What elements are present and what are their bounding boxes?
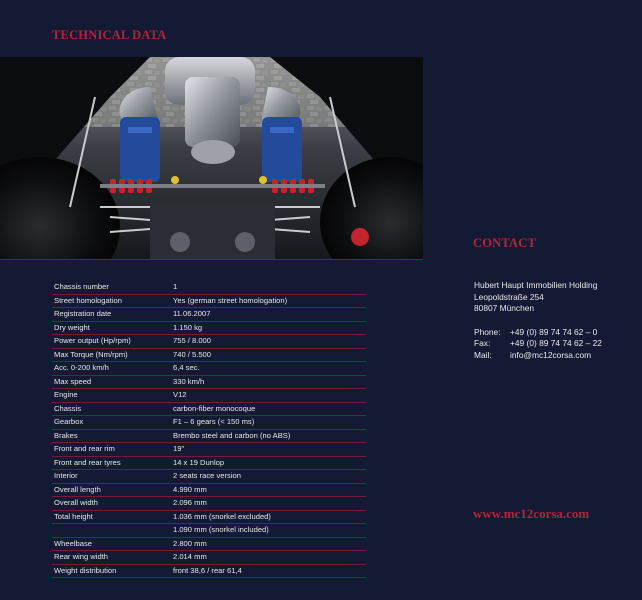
spec-row — [52, 281, 366, 294]
company-name: Hubert Haupt Immobilien Holding — [474, 280, 598, 290]
spec-value: front 38,6 / rear 61,4 — [173, 564, 366, 578]
spec-label: Acc. 0-200 km/h — [52, 362, 173, 376]
spec-label — [52, 524, 173, 538]
spec-row — [52, 429, 366, 443]
spec-row — [52, 308, 366, 322]
spec-label: Registration date — [52, 308, 173, 322]
fax-number: +49 (0) 89 74 74 62 – 22 — [510, 338, 602, 348]
spec-row — [52, 375, 366, 389]
spec-value: 1.036 mm (snorkel excluded) — [173, 510, 366, 524]
technical-data-heading: TECHNICAL DATA — [52, 28, 167, 42]
spec-value: 2.014 mm — [173, 551, 366, 565]
spec-label: Power output (Hp/rpm) — [52, 335, 173, 349]
spec-row — [52, 402, 366, 416]
spec-label: Overall width — [52, 497, 173, 511]
spec-label: Chassis — [52, 402, 173, 416]
mail-row — [474, 350, 602, 362]
spec-row — [52, 551, 366, 565]
fax-row — [474, 338, 602, 350]
spec-value: 2 seats race version — [173, 470, 366, 484]
street-address: Leopoldstraße 254 — [474, 291, 544, 302]
spec-value: 4.990 mm — [173, 483, 366, 497]
spec-label: Front and rear tyres — [52, 456, 173, 470]
spec-row — [52, 524, 366, 538]
spec-label: Max Torque (Nm/rpm) — [52, 348, 173, 362]
spec-row — [52, 416, 366, 430]
spec-label: Engine — [52, 389, 173, 403]
website-url[interactable]: www.mc12corsa.com — [473, 506, 590, 521]
spec-row — [52, 389, 366, 403]
photo-divider — [0, 259, 423, 260]
spec-value: 19" — [173, 443, 366, 457]
spec-value: 755 / 8.000 — [173, 335, 366, 349]
spec-label: Overall length — [52, 483, 173, 497]
spec-row — [52, 483, 366, 497]
spec-value: carbon-fiber monocoque — [173, 402, 366, 416]
mail-address[interactable]: info@mc12corsa.com — [510, 349, 592, 360]
spec-label: Max speed — [52, 375, 173, 389]
engine-photo — [0, 57, 423, 259]
contact-heading: CONTACT — [473, 236, 536, 250]
spec-row — [52, 443, 366, 457]
spec-label: Weight distribution — [52, 564, 173, 578]
spec-value: 11.06.2007 — [173, 308, 366, 322]
spec-row — [52, 294, 366, 308]
spec-value: 330 km/h — [173, 375, 366, 389]
spec-row — [52, 348, 366, 362]
spec-label: Interior — [52, 470, 173, 484]
spec-value: 740 / 5.500 — [173, 348, 366, 362]
spec-row — [52, 497, 366, 511]
contact-block — [474, 280, 602, 361]
spec-label: Front and rear rim — [52, 443, 173, 457]
spec-label: Wheelbase — [52, 537, 173, 551]
specs-table — [52, 281, 366, 578]
spec-value: V12 — [173, 389, 366, 403]
phone-number: +49 (0) 89 74 74 62 – 0 — [510, 326, 598, 337]
fax-label: Fax: — [474, 338, 491, 348]
spec-value: Yes (german street homologation) — [173, 294, 366, 308]
spec-row — [52, 510, 366, 524]
spec-value: 1.150 kg — [173, 321, 366, 335]
spec-row — [52, 456, 366, 470]
mail-label: Mail: — [474, 349, 492, 360]
spec-value: 2.096 mm — [173, 497, 366, 511]
spec-row — [52, 470, 366, 484]
spec-value: F1 – 6 gears (< 150 ms) — [173, 416, 366, 430]
spec-value: 6,4 sec. — [173, 362, 366, 376]
spec-row — [52, 321, 366, 335]
spec-row — [52, 564, 366, 578]
spec-label: Gearbox — [52, 416, 173, 430]
phone-row — [474, 327, 602, 339]
city-address: 80807 München — [474, 303, 535, 313]
spec-label: Dry weight — [52, 321, 173, 335]
spec-label: Street homologation — [52, 294, 173, 308]
spec-label: Brakes — [52, 429, 173, 443]
spec-row — [52, 537, 366, 551]
phone-label: Phone: — [474, 326, 501, 337]
spec-label: Chassis number — [52, 281, 173, 294]
spec-value: Brembo steel and carbon (no ABS) — [173, 429, 366, 443]
spec-value: 1 — [173, 281, 366, 294]
spec-label: Rear wing width — [52, 551, 173, 565]
spec-value: 14 x 19 Dunlop — [173, 456, 366, 470]
spec-label: Total height — [52, 510, 173, 524]
spec-value: 1.090 mm (snorkel included) — [173, 524, 366, 538]
spec-value: 2.800 mm — [173, 537, 366, 551]
spec-row — [52, 335, 366, 349]
spec-row — [52, 362, 366, 376]
